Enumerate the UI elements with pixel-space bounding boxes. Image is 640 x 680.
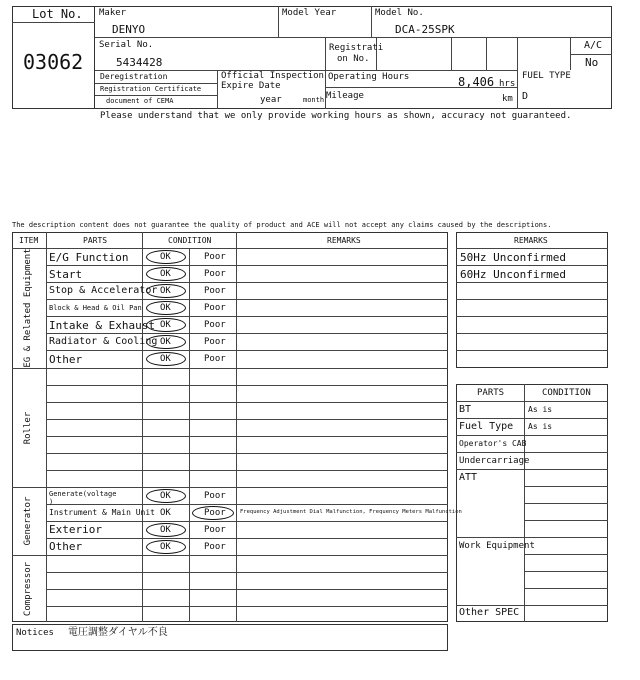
section-generator: Generator: [23, 496, 33, 546]
serial-label: Serial No.: [99, 40, 154, 50]
serial-value: 5434428: [116, 56, 163, 69]
ac-label: A/C: [584, 40, 603, 51]
notices-label: Notices: [16, 628, 54, 638]
gen-part-0: Generate(voltage ): [49, 490, 117, 506]
poor-label: Poor: [204, 303, 226, 313]
hrs-unit: hrs: [499, 79, 516, 89]
col-condition: CONDITION: [168, 236, 212, 245]
fuel-value: As is: [528, 422, 553, 431]
ok-label: OK: [160, 337, 171, 347]
disclaimer: The description content does not guarantee the quality of product and ACE will not accept any claims caused by the descriptions.: [12, 221, 552, 229]
registration-label-1: Registrati: [329, 43, 384, 53]
poor-label: Poor: [204, 337, 226, 347]
poor-label: Poor: [204, 269, 226, 279]
registration-label-2: on No.: [337, 54, 370, 64]
poor-label: Poor: [204, 491, 226, 501]
poor-label: Poor: [204, 252, 226, 262]
notices-text: 電圧調整ダイヤル不良: [68, 627, 168, 638]
ok-label: OK: [160, 491, 171, 501]
eg-part-3: Block & Head & Oil Pan: [49, 304, 142, 312]
model-no-label: Model No.: [375, 8, 424, 18]
maker-value: DENYO: [112, 23, 146, 36]
work-equipment-label: Work Equipment: [459, 541, 535, 551]
hours-note: Please understand that we only provide working hours as shown, accuracy not guaranteed.: [100, 111, 572, 121]
section-roller: Roller: [23, 411, 33, 445]
fuel-type-value: D: [522, 91, 529, 102]
dereg-doc: document of CEMA: [106, 97, 174, 105]
col-item: ITEM: [19, 236, 39, 245]
ok-label: OK: [160, 525, 171, 535]
other-spec-label: Other SPEC: [459, 607, 520, 618]
eg-part-2: Stop & Accelerator: [49, 285, 158, 296]
right-col-condition: CONDITION: [542, 388, 591, 398]
eg-part-6: Other: [49, 353, 83, 366]
right-col-parts: PARTS: [477, 388, 505, 398]
poor-label: Poor: [204, 525, 226, 535]
ok-label: OK: [160, 303, 171, 313]
ok-label: OK: [160, 508, 171, 518]
ok-label: OK: [160, 252, 171, 262]
col-parts: PARTS: [83, 236, 108, 245]
eg-part-5: Radiator & Cooling: [49, 336, 158, 347]
model-year-label: Model Year: [282, 8, 337, 18]
mileage-label: Mileage: [326, 91, 364, 101]
gen-part-3: Other: [49, 540, 83, 553]
inspection-label-2: Expire Date: [221, 81, 281, 91]
right-remark-1: 60Hz Unconfirmed: [460, 268, 566, 281]
maker-label: Maker: [99, 8, 127, 18]
poor-label: Poor: [204, 320, 226, 330]
poor-label: Poor: [204, 508, 226, 518]
gen-part-1: Instrument & Main Unit: [49, 508, 155, 517]
ac-value: No: [585, 56, 599, 69]
bt-value: As is: [528, 405, 553, 414]
op-hours-label: Operating Hours: [328, 72, 410, 82]
op-hours-value: 8,406: [458, 75, 495, 89]
undercarriage-label: Undercarriage: [459, 456, 530, 466]
eg-part-0: E/G Function: [49, 251, 129, 264]
lot-label: Lot No.: [32, 7, 83, 21]
section-eg: EG & Related Equipment: [23, 248, 33, 368]
dereg-cert: Registration Certificate: [100, 85, 202, 93]
gen-part-2: Exterior: [49, 523, 102, 536]
att-label: ATT: [459, 472, 478, 483]
lot-number: 03062: [23, 50, 84, 74]
col-remarks: REMARKS: [327, 236, 361, 245]
right-remarks-header: REMARKS: [514, 236, 548, 245]
model-no-value: DCA-25SPK: [395, 23, 455, 36]
bt-label: BT: [459, 404, 472, 415]
gen-remark-1: Frequency Adjustment Dial Malfunction, Frequency Meters Malfunction: [240, 509, 462, 515]
eg-part-1: Start: [49, 268, 83, 281]
poor-label: Poor: [204, 542, 226, 552]
fuel-label: Fuel Type: [459, 421, 514, 432]
ok-label: OK: [160, 354, 171, 364]
eg-part-4: Intake & Exhaust: [49, 319, 155, 332]
km-unit: km: [502, 94, 513, 104]
section-compressor: Compressor: [23, 561, 33, 617]
poor-label: Poor: [204, 354, 226, 364]
month-label: month: [303, 96, 325, 104]
year-label: year: [260, 95, 282, 105]
ok-label: OK: [160, 542, 171, 552]
poor-label: Poor: [204, 286, 226, 296]
ok-label: OK: [160, 320, 171, 330]
cab-label: Operator's CAB: [459, 439, 527, 448]
ok-label: OK: [160, 286, 171, 296]
inspection-label-1: Official Inspection: [221, 71, 324, 81]
ok-label: OK: [160, 269, 171, 279]
fuel-type-label: FUEL TYPE: [522, 71, 571, 81]
right-remark-0: 50Hz Unconfirmed: [460, 251, 566, 264]
dereg-label: Deregistration: [100, 72, 168, 81]
